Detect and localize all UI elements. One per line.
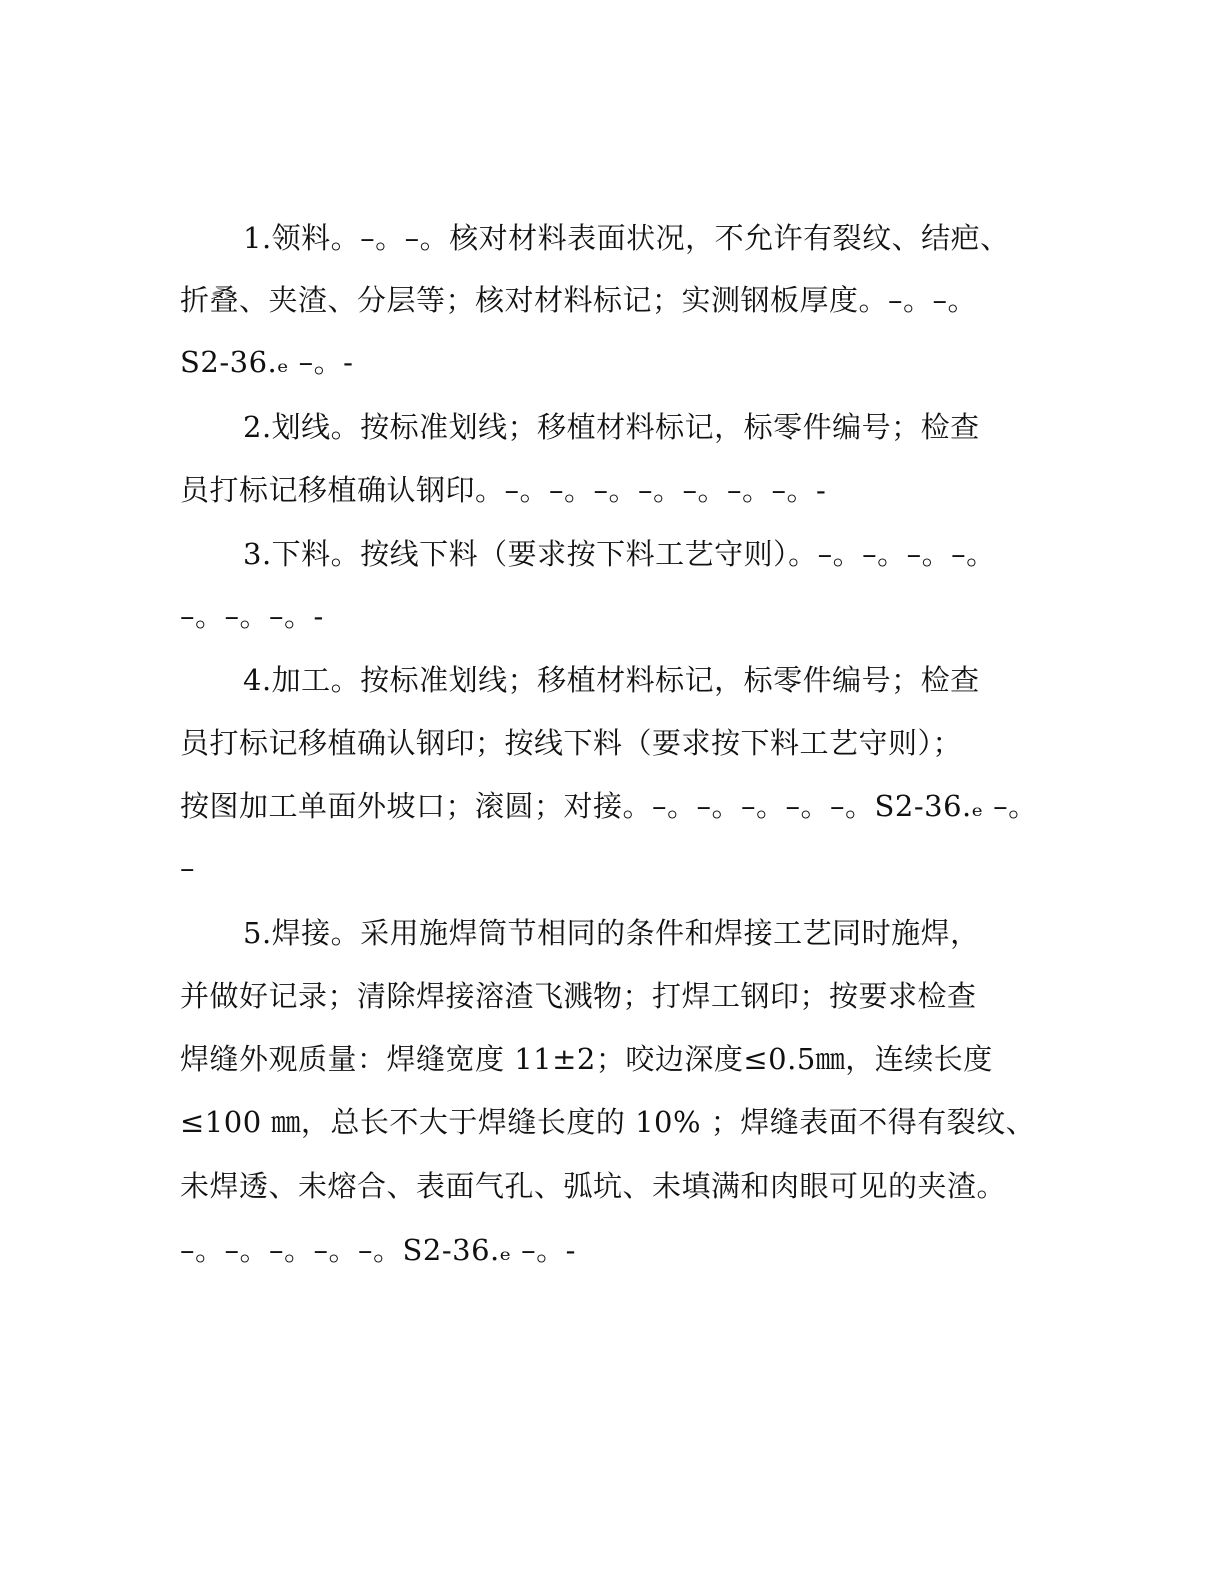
paragraph-4-line-2: 员打标记移植确认钢印；按线下料（要求按下料工艺守则）；	[180, 726, 963, 760]
paragraph-1-line-2: 折叠、夹渣、分层等；核对材料标记；实测钢板厚度。–。–。	[180, 283, 978, 317]
paragraph-2-line-2: 员打标记移植确认钢印。–。–。–。–。–。–。–。-	[180, 473, 827, 507]
paragraph-3-line-2: –。–。–。-	[180, 599, 324, 633]
paragraph-2-line-1: 2.划线。按标准划线；移植材料标记，标零件编号；检查	[243, 410, 980, 444]
paragraph-4-line-4: –	[180, 851, 195, 885]
paragraph-5-line-2: 并做好记录；清除焊接溶渣飞溅物；打焊工钢印；按要求检查	[180, 979, 977, 1013]
paragraph-5-line-5: 未焊透、未熔合、表面气孔、弧坑、未填满和肉眼可见的夹渣。	[180, 1169, 1007, 1203]
paragraph-5-line-3: 焊缝外观质量：焊缝宽度 11±2；咬边深度≤0.5㎜，连续长度	[180, 1042, 993, 1076]
paragraph-1-line-3: S2-36.ₑ –。-	[180, 345, 354, 379]
paragraph-3-line-1: 3.下料。按线下料（要求按下料工艺守则）。–。–。–。–。	[243, 537, 996, 571]
paragraph-4-line-3: 按图加工单面外坡口；滚圆；对接。–。–。–。–。–。S2-36.ₑ –。	[180, 789, 1038, 823]
paragraph-1-line-1: 1.领料。–。–。核对材料表面状况，不允许有裂纹、结疤、	[243, 221, 1010, 255]
paragraph-5-line-4: ≤100 ㎜，总长不大于焊缝长度的 10% ；焊缝表面不得有裂纹、	[180, 1105, 1036, 1139]
paragraph-5-line-6: –。–。–。–。–。S2-36.ₑ –。-	[180, 1233, 576, 1267]
paragraph-4-line-1: 4.加工。按标准划线；移植材料标记，标零件编号；检查	[243, 663, 980, 697]
paragraph-5-line-1: 5.焊接。采用施焊筒节相同的条件和焊接工艺同时施焊，	[243, 916, 980, 950]
